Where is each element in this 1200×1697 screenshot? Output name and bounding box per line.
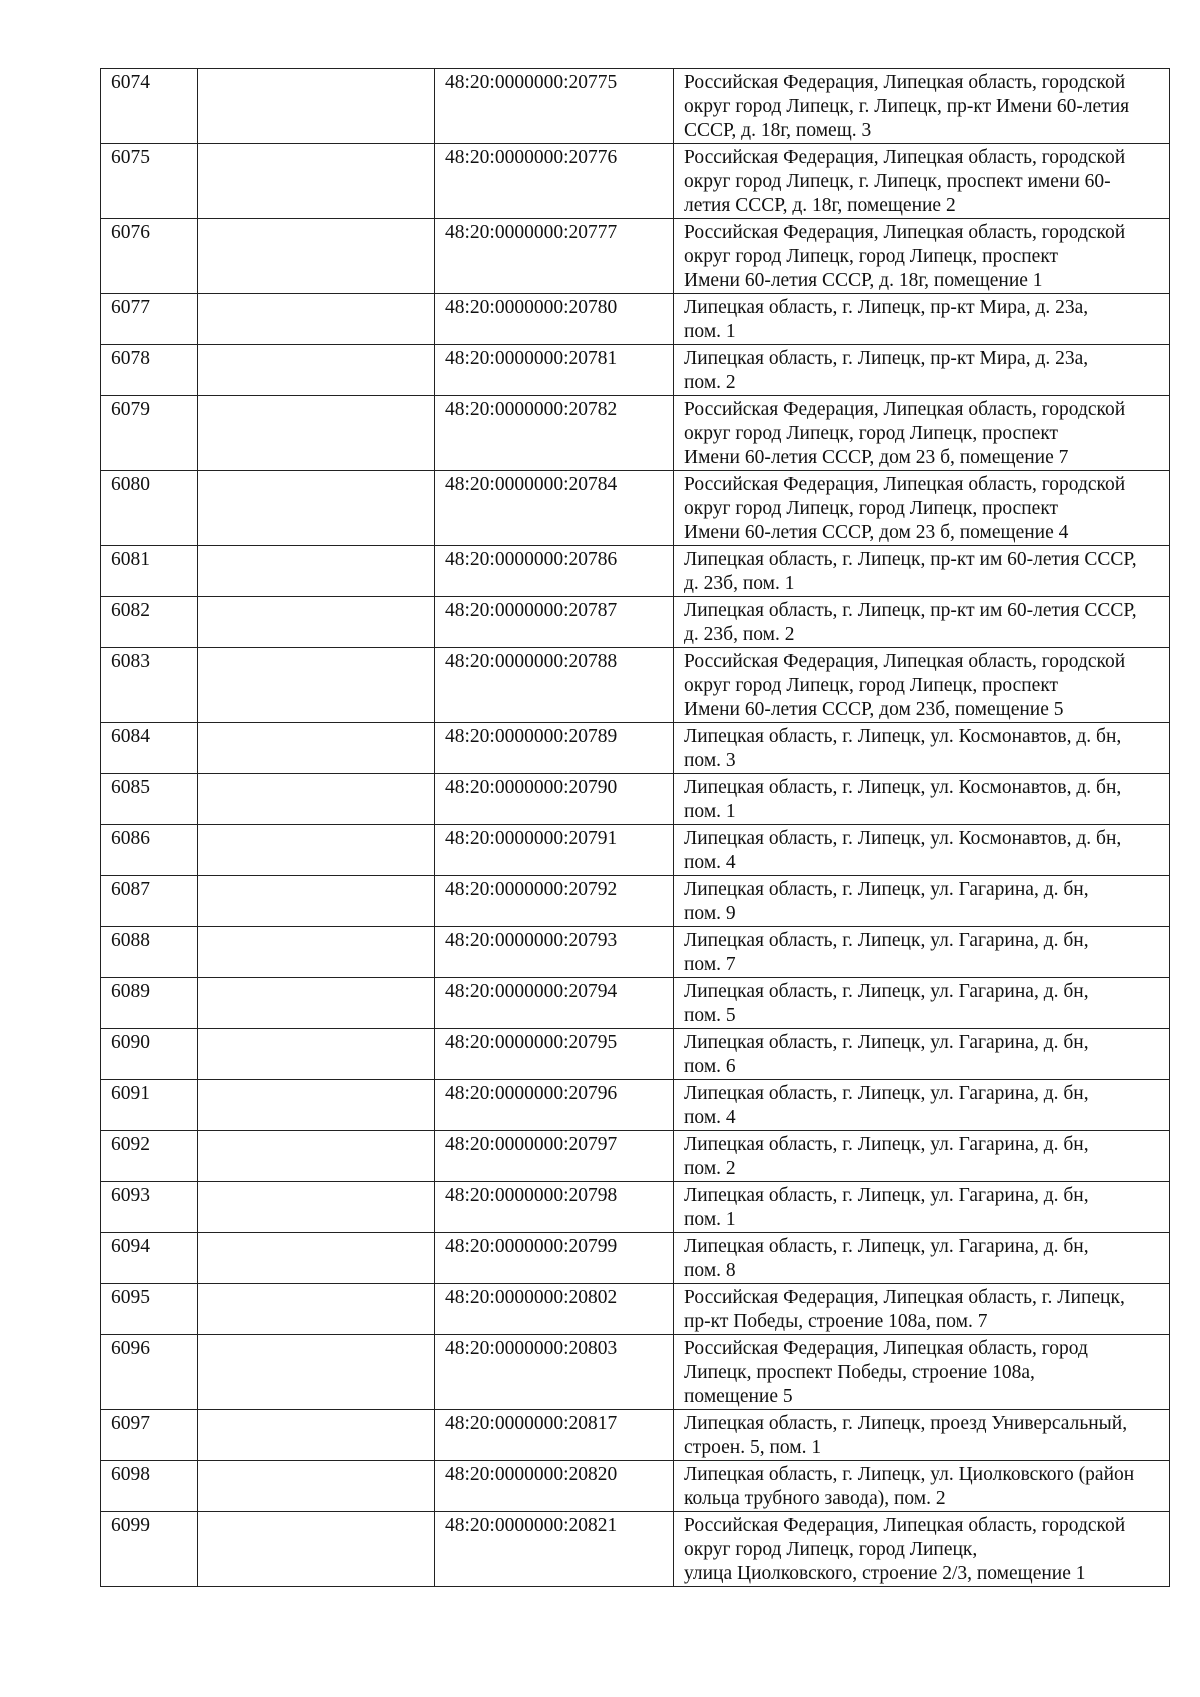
table-row [101, 345, 1170, 396]
empty-cell [198, 1080, 435, 1131]
address-cell: Российская Федерация, Липецкая область, г. Липецк, пр-кт Победы, строение 108а, пом. 7 [674, 1284, 1170, 1335]
cadastral-number-cell: 48:20:0000000:20791 [435, 825, 674, 876]
cadastral-number-cell: 48:20:0000000:20776 [435, 144, 674, 219]
empty-cell [198, 1335, 435, 1410]
cadastral-number-cell: 48:20:0000000:20797 [435, 1131, 674, 1182]
row-number-cell: 6097 [101, 1410, 198, 1461]
address-cell: Липецкая область, г. Липецк, ул. Гагарина, д. бн, пом. 4 [674, 1080, 1170, 1131]
table-row [101, 1131, 1170, 1182]
table-row [101, 825, 1170, 876]
row-number-cell: 6094 [101, 1233, 198, 1284]
table-row [101, 876, 1170, 927]
empty-cell [198, 597, 435, 648]
cadastral-number-cell: 48:20:0000000:20817 [435, 1410, 674, 1461]
cadastral-number-cell: 48:20:0000000:20787 [435, 597, 674, 648]
address-cell: Липецкая область, г. Липецк, пр-кт Мира, д. 23а, пом. 1 [674, 294, 1170, 345]
empty-cell [198, 1182, 435, 1233]
address-cell: Липецкая область, г. Липецк, ул. Гагарина, д. бн, пом. 1 [674, 1182, 1170, 1233]
cadastral-number-cell: 48:20:0000000:20798 [435, 1182, 674, 1233]
table-row [101, 723, 1170, 774]
row-number-cell: 6087 [101, 876, 198, 927]
table-row [101, 144, 1170, 219]
row-number-cell: 6077 [101, 294, 198, 345]
table-row [101, 1335, 1170, 1410]
empty-cell [198, 69, 435, 144]
cadastral-number-cell: 48:20:0000000:20794 [435, 978, 674, 1029]
cadastral-number-cell: 48:20:0000000:20780 [435, 294, 674, 345]
row-number-cell: 6088 [101, 927, 198, 978]
address-cell: Российская Федерация, Липецкая область, городской округ город Липецк, г. Липецк, пр-кт Имени 60-летия СССР, д. 18г, помещ. 3 [674, 69, 1170, 144]
empty-cell [198, 1131, 435, 1182]
row-number-cell: 6074 [101, 69, 198, 144]
address-cell: Липецкая область, г. Липецк, ул. Гагарина, д. бн, пом. 2 [674, 1131, 1170, 1182]
empty-cell [198, 1512, 435, 1587]
property-table [100, 68, 1170, 1587]
address-cell: Липецкая область, г. Липецк, ул. Космонавтов, д. бн, пом. 3 [674, 723, 1170, 774]
address-cell: Липецкая область, г. Липецк, пр-кт Мира, д. 23а, пом. 2 [674, 345, 1170, 396]
table-row [101, 294, 1170, 345]
empty-cell [198, 648, 435, 723]
table-row [101, 1080, 1170, 1131]
cadastral-number-cell: 48:20:0000000:20786 [435, 546, 674, 597]
empty-cell [198, 1461, 435, 1512]
row-number-cell: 6085 [101, 774, 198, 825]
address-cell: Липецкая область, г. Липецк, ул. Гагарина, д. бн, пом. 8 [674, 1233, 1170, 1284]
cadastral-number-cell: 48:20:0000000:20788 [435, 648, 674, 723]
cadastral-number-cell: 48:20:0000000:20790 [435, 774, 674, 825]
address-cell: Липецкая область, г. Липецк, проезд Универсальный, строен. 5, пом. 1 [674, 1410, 1170, 1461]
cadastral-number-cell: 48:20:0000000:20784 [435, 471, 674, 546]
address-cell: Липецкая область, г. Липецк, пр-кт им 60-летия СССР, д. 23б, пом. 2 [674, 597, 1170, 648]
address-cell: Российская Федерация, Липецкая область, городской округ город Липецк, город Липецк, проспект Имени 60-летия СССР, дом 23 б, помещение 7 [674, 396, 1170, 471]
address-cell: Липецкая область, г. Липецк, ул. Космонавтов, д. бн, пом. 4 [674, 825, 1170, 876]
empty-cell [198, 1284, 435, 1335]
empty-cell [198, 825, 435, 876]
cadastral-number-cell: 48:20:0000000:20782 [435, 396, 674, 471]
empty-cell [198, 978, 435, 1029]
address-cell: Российская Федерация, Липецкая область, городской округ город Липецк, город Липецк, проспект Имени 60-летия СССР, дом 23б, помещение 5 [674, 648, 1170, 723]
address-cell: Российская Федерация, Липецкая область, городской округ город Липецк, город Липецк, проспект Имени 60-летия СССР, д. 18г, помещение 1 [674, 219, 1170, 294]
row-number-cell: 6083 [101, 648, 198, 723]
cadastral-number-cell: 48:20:0000000:20795 [435, 1029, 674, 1080]
row-number-cell: 6082 [101, 597, 198, 648]
table-row [101, 396, 1170, 471]
address-cell: Российская Федерация, Липецкая область, городской округ город Липецк, город Липецк, улица Циолковского, строение 2/3, помещение 1 [674, 1512, 1170, 1587]
row-number-cell: 6091 [101, 1080, 198, 1131]
empty-cell [198, 219, 435, 294]
table-row [101, 219, 1170, 294]
row-number-cell: 6080 [101, 471, 198, 546]
table-row [101, 648, 1170, 723]
cadastral-number-cell: 48:20:0000000:20796 [435, 1080, 674, 1131]
cadastral-number-cell: 48:20:0000000:20792 [435, 876, 674, 927]
row-number-cell: 6092 [101, 1131, 198, 1182]
empty-cell [198, 927, 435, 978]
row-number-cell: 6079 [101, 396, 198, 471]
empty-cell [198, 723, 435, 774]
row-number-cell: 6090 [101, 1029, 198, 1080]
cadastral-number-cell: 48:20:0000000:20821 [435, 1512, 674, 1587]
cadastral-number-cell: 48:20:0000000:20781 [435, 345, 674, 396]
address-cell: Липецкая область, г. Липецк, ул. Циолковского (район кольца трубного завода), пом. 2 [674, 1461, 1170, 1512]
table-row [101, 1512, 1170, 1587]
cadastral-number-cell: 48:20:0000000:20789 [435, 723, 674, 774]
table-row [101, 1410, 1170, 1461]
row-number-cell: 6098 [101, 1461, 198, 1512]
empty-cell [198, 876, 435, 927]
cadastral-number-cell: 48:20:0000000:20803 [435, 1335, 674, 1410]
row-number-cell: 6095 [101, 1284, 198, 1335]
address-cell: Липецкая область, г. Липецк, ул. Гагарина, д. бн, пом. 5 [674, 978, 1170, 1029]
row-number-cell: 6076 [101, 219, 198, 294]
row-number-cell: 6086 [101, 825, 198, 876]
table-row [101, 69, 1170, 144]
table-row [101, 1284, 1170, 1335]
address-cell: Липецкая область, г. Липецк, ул. Гагарина, д. бн, пом. 6 [674, 1029, 1170, 1080]
empty-cell [198, 396, 435, 471]
table-row [101, 1461, 1170, 1512]
empty-cell [198, 471, 435, 546]
address-cell: Российская Федерация, Липецкая область, городской округ город Липецк, г. Липецк, проспект имени 60- летия СССР, д. 18г, помещение 2 [674, 144, 1170, 219]
table-row [101, 1029, 1170, 1080]
empty-cell [198, 1233, 435, 1284]
table-row [101, 927, 1170, 978]
row-number-cell: 6084 [101, 723, 198, 774]
row-number-cell: 6078 [101, 345, 198, 396]
table-row [101, 978, 1170, 1029]
empty-cell [198, 345, 435, 396]
row-number-cell: 6096 [101, 1335, 198, 1410]
cadastral-number-cell: 48:20:0000000:20775 [435, 69, 674, 144]
property-table-body [101, 69, 1170, 1587]
address-cell: Липецкая область, г. Липецк, пр-кт им 60-летия СССР, д. 23б, пом. 1 [674, 546, 1170, 597]
table-row [101, 1182, 1170, 1233]
row-number-cell: 6089 [101, 978, 198, 1029]
empty-cell [198, 774, 435, 825]
empty-cell [198, 1029, 435, 1080]
empty-cell [198, 1410, 435, 1461]
address-cell: Липецкая область, г. Липецк, ул. Гагарина, д. бн, пом. 9 [674, 876, 1170, 927]
address-cell: Липецкая область, г. Липецк, ул. Гагарина, д. бн, пом. 7 [674, 927, 1170, 978]
row-number-cell: 6093 [101, 1182, 198, 1233]
row-number-cell: 6099 [101, 1512, 198, 1587]
row-number-cell: 6081 [101, 546, 198, 597]
empty-cell [198, 144, 435, 219]
empty-cell [198, 294, 435, 345]
table-row [101, 774, 1170, 825]
table-row [101, 597, 1170, 648]
table-row [101, 1233, 1170, 1284]
cadastral-number-cell: 48:20:0000000:20802 [435, 1284, 674, 1335]
address-cell: Липецкая область, г. Липецк, ул. Космонавтов, д. бн, пом. 1 [674, 774, 1170, 825]
cadastral-number-cell: 48:20:0000000:20777 [435, 219, 674, 294]
table-row [101, 471, 1170, 546]
address-cell: Российская Федерация, Липецкая область, городской округ город Липецк, город Липецк, проспект Имени 60-летия СССР, дом 23 б, помещение 4 [674, 471, 1170, 546]
address-cell: Российская Федерация, Липецкая область, город Липецк, проспект Победы, строение 108а, помещение 5 [674, 1335, 1170, 1410]
cadastral-number-cell: 48:20:0000000:20793 [435, 927, 674, 978]
empty-cell [198, 546, 435, 597]
table-row [101, 546, 1170, 597]
cadastral-number-cell: 48:20:0000000:20820 [435, 1461, 674, 1512]
cadastral-number-cell: 48:20:0000000:20799 [435, 1233, 674, 1284]
row-number-cell: 6075 [101, 144, 198, 219]
